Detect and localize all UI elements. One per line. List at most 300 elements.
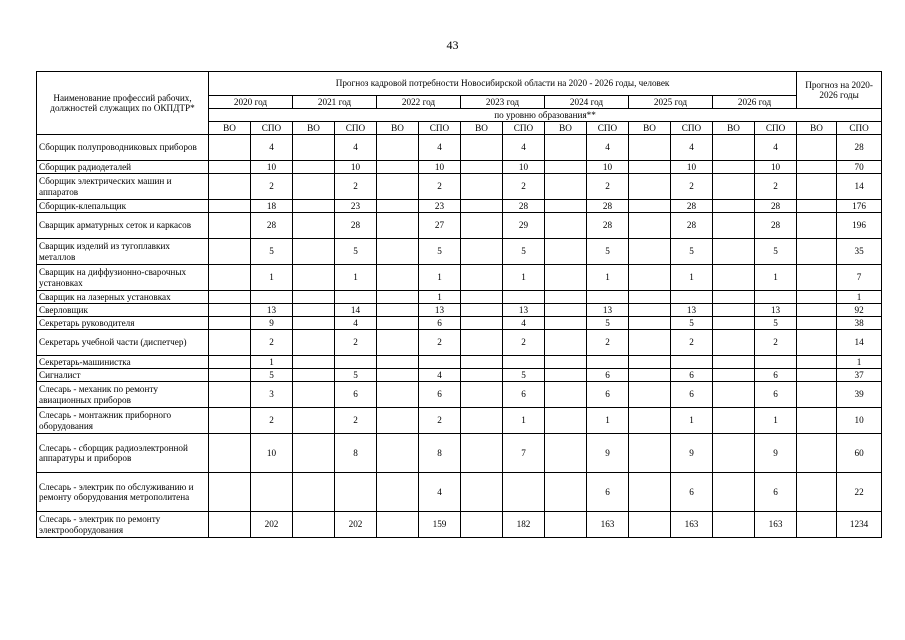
value-cell: 2	[419, 330, 461, 356]
value-cell	[545, 512, 587, 538]
value-cell: 2	[587, 174, 629, 200]
value-cell	[713, 135, 755, 161]
value-cell: 10	[335, 161, 377, 174]
value-cell	[629, 291, 671, 304]
value-cell: 4	[335, 317, 377, 330]
spo-column-header: СПО	[587, 122, 629, 135]
value-cell	[629, 135, 671, 161]
value-cell: 60	[837, 434, 882, 473]
value-cell	[797, 512, 837, 538]
value-cell: 6	[755, 369, 797, 382]
value-cell	[293, 161, 335, 174]
value-cell	[209, 473, 251, 512]
value-cell: 4	[419, 135, 461, 161]
value-cell	[503, 473, 545, 512]
value-cell	[461, 434, 503, 473]
value-cell	[587, 291, 629, 304]
value-cell	[545, 382, 587, 408]
value-cell	[797, 135, 837, 161]
table-row	[37, 135, 882, 161]
value-cell	[629, 512, 671, 538]
value-cell: 14	[837, 330, 882, 356]
value-cell	[293, 434, 335, 473]
year-header: 2021 год	[293, 96, 377, 109]
value-cell	[545, 356, 587, 369]
value-cell	[293, 317, 335, 330]
value-cell	[461, 369, 503, 382]
value-cell: 13	[755, 304, 797, 317]
value-cell: 28	[671, 200, 713, 213]
value-cell: 4	[419, 369, 461, 382]
value-cell	[797, 369, 837, 382]
vo-column-header: ВО	[461, 122, 503, 135]
value-cell: 6	[755, 473, 797, 512]
value-cell	[377, 512, 419, 538]
value-cell	[377, 265, 419, 291]
value-cell	[545, 408, 587, 434]
value-cell: 6	[419, 382, 461, 408]
profession-name-cell: Сигналист	[37, 369, 209, 382]
value-cell	[545, 265, 587, 291]
value-cell	[209, 239, 251, 265]
value-cell: 28	[671, 213, 713, 239]
spo-column-header: СПО	[755, 122, 797, 135]
value-cell: 4	[503, 135, 545, 161]
table-row	[37, 434, 882, 473]
value-cell	[209, 304, 251, 317]
value-cell	[377, 317, 419, 330]
value-cell	[629, 356, 671, 369]
value-cell: 5	[503, 239, 545, 265]
value-cell	[461, 473, 503, 512]
value-cell	[461, 174, 503, 200]
value-cell: 1	[755, 408, 797, 434]
value-cell	[503, 356, 545, 369]
value-cell	[293, 135, 335, 161]
value-cell: 9	[251, 317, 293, 330]
value-cell: 2	[503, 174, 545, 200]
value-cell	[797, 265, 837, 291]
value-cell	[461, 512, 503, 538]
value-cell: 18	[251, 200, 293, 213]
value-cell: 5	[587, 239, 629, 265]
value-cell: 4	[587, 135, 629, 161]
value-cell	[293, 356, 335, 369]
value-cell	[713, 200, 755, 213]
value-cell: 8	[335, 434, 377, 473]
profession-name-cell: Сварщик на диффузионно-сварочных установках	[37, 265, 209, 291]
vo-column-header: ВО	[545, 122, 587, 135]
value-cell: 13	[587, 304, 629, 317]
value-cell	[461, 135, 503, 161]
value-cell	[545, 434, 587, 473]
value-cell	[335, 356, 377, 369]
value-cell: 2	[671, 330, 713, 356]
value-cell	[629, 473, 671, 512]
value-cell	[209, 330, 251, 356]
vo-column-header: ВО	[209, 122, 251, 135]
value-cell	[713, 408, 755, 434]
value-cell	[713, 473, 755, 512]
value-cell: 159	[419, 512, 461, 538]
value-cell: 1	[419, 291, 461, 304]
profession-name-cell: Слесарь - сборщик радиоэлектронной аппаратуры и приборов	[37, 434, 209, 473]
value-cell	[797, 408, 837, 434]
value-cell	[671, 291, 713, 304]
value-cell: 6	[671, 473, 713, 512]
value-cell	[797, 291, 837, 304]
value-cell	[545, 135, 587, 161]
value-cell: 23	[419, 200, 461, 213]
value-cell: 5	[335, 369, 377, 382]
vo-column-header: ВО	[629, 122, 671, 135]
value-cell: 9	[671, 434, 713, 473]
value-cell: 39	[837, 382, 882, 408]
value-cell: 1	[419, 265, 461, 291]
value-cell: 5	[335, 239, 377, 265]
value-cell	[251, 473, 293, 512]
profession-name-cell: Слесарь - механик по ремонту авиационных приборов	[37, 382, 209, 408]
value-cell	[797, 434, 837, 473]
value-cell	[713, 330, 755, 356]
value-cell	[797, 473, 837, 512]
value-cell	[545, 304, 587, 317]
value-cell: 14	[335, 304, 377, 317]
value-cell: 13	[419, 304, 461, 317]
value-cell	[461, 408, 503, 434]
value-cell: 13	[251, 304, 293, 317]
value-cell: 10	[419, 161, 461, 174]
value-cell: 6	[755, 382, 797, 408]
value-cell: 2	[251, 174, 293, 200]
value-cell	[629, 265, 671, 291]
table-row	[37, 369, 882, 382]
profession-name-cell: Сверловщик	[37, 304, 209, 317]
value-cell: 4	[419, 473, 461, 512]
value-cell	[293, 304, 335, 317]
value-cell: 2	[419, 174, 461, 200]
value-cell: 2	[671, 174, 713, 200]
value-cell	[293, 512, 335, 538]
value-cell: 5	[251, 369, 293, 382]
year-header: 2024 год	[545, 96, 629, 109]
forecast-total-header: Прогноз на 2020-2026 годы	[797, 72, 882, 109]
value-cell	[209, 369, 251, 382]
vo-column-header: ВО	[713, 122, 755, 135]
value-cell: 6	[335, 382, 377, 408]
vo-column-header: ВО	[293, 122, 335, 135]
value-cell: 22	[837, 473, 882, 512]
spo-column-header: СПО	[419, 122, 461, 135]
value-cell: 9	[755, 434, 797, 473]
profession-name-cell: Сварщик на лазерных установках	[37, 291, 209, 304]
value-cell	[545, 291, 587, 304]
value-cell: 23	[335, 200, 377, 213]
value-cell: 1	[837, 291, 882, 304]
value-cell: 28	[587, 200, 629, 213]
spo-column-header: СПО	[251, 122, 293, 135]
value-cell	[629, 382, 671, 408]
value-cell: 2	[251, 408, 293, 434]
value-cell: 5	[503, 369, 545, 382]
value-cell: 6	[503, 382, 545, 408]
value-cell	[629, 200, 671, 213]
value-cell	[461, 304, 503, 317]
value-cell	[209, 317, 251, 330]
table-row	[37, 291, 882, 304]
value-cell: 5	[587, 317, 629, 330]
value-cell: 202	[251, 512, 293, 538]
profession-name-header: Наименование профессий рабочих, должностей служащих по ОКПДТР*	[37, 72, 209, 135]
profession-name-cell: Сборщик-клепальщик	[37, 200, 209, 213]
table-row	[37, 239, 882, 265]
value-cell	[251, 291, 293, 304]
spo-column-header: СПО	[335, 122, 377, 135]
value-cell: 27	[419, 213, 461, 239]
value-cell	[797, 356, 837, 369]
value-cell	[629, 304, 671, 317]
value-cell	[377, 304, 419, 317]
value-cell	[209, 434, 251, 473]
value-cell	[293, 369, 335, 382]
forecast-table	[36, 71, 882, 538]
value-cell	[629, 213, 671, 239]
profession-name-cell: Сборщик полупроводниковых приборов	[37, 135, 209, 161]
year-header: 2026 год	[713, 96, 797, 109]
value-cell	[461, 382, 503, 408]
value-cell: 196	[837, 213, 882, 239]
value-cell: 163	[671, 512, 713, 538]
value-cell	[419, 356, 461, 369]
value-cell	[377, 291, 419, 304]
value-cell	[209, 356, 251, 369]
value-cell	[377, 135, 419, 161]
value-cell	[713, 161, 755, 174]
value-cell: 1	[587, 408, 629, 434]
vo-column-header: ВО	[377, 122, 419, 135]
value-cell	[209, 174, 251, 200]
value-cell: 2	[251, 330, 293, 356]
value-cell	[713, 369, 755, 382]
value-cell	[713, 291, 755, 304]
value-cell: 28	[503, 200, 545, 213]
spo-column-header: СПО	[503, 122, 545, 135]
value-cell	[629, 408, 671, 434]
profession-name-cell: Слесарь - электрик по обслуживанию и ремонту оборудования метрополитена	[37, 473, 209, 512]
value-cell	[713, 265, 755, 291]
table-row	[37, 317, 882, 330]
value-cell: 4	[755, 135, 797, 161]
value-cell: 202	[335, 512, 377, 538]
value-cell	[461, 239, 503, 265]
table-row	[37, 161, 882, 174]
value-cell	[797, 382, 837, 408]
value-cell	[713, 382, 755, 408]
value-cell: 2	[335, 174, 377, 200]
value-cell	[545, 213, 587, 239]
value-cell	[545, 330, 587, 356]
value-cell: 6	[587, 473, 629, 512]
value-cell	[293, 291, 335, 304]
value-cell	[629, 369, 671, 382]
value-cell	[797, 161, 837, 174]
value-cell	[797, 213, 837, 239]
value-cell: 5	[755, 239, 797, 265]
value-cell: 2	[755, 174, 797, 200]
value-cell	[209, 265, 251, 291]
value-cell	[755, 356, 797, 369]
value-cell	[293, 330, 335, 356]
value-cell: 70	[837, 161, 882, 174]
value-cell: 5	[419, 239, 461, 265]
value-cell	[461, 291, 503, 304]
value-cell: 92	[837, 304, 882, 317]
profession-name-cell: Секретарь учебной части (диспетчер)	[37, 330, 209, 356]
value-cell: 29	[503, 213, 545, 239]
value-cell	[461, 356, 503, 369]
table-row	[37, 174, 882, 200]
value-cell: 7	[837, 265, 882, 291]
value-cell: 8	[419, 434, 461, 473]
value-cell	[461, 161, 503, 174]
page-number: 43	[446, 38, 459, 52]
value-cell: 28	[587, 213, 629, 239]
table-row	[37, 213, 882, 239]
value-cell	[293, 473, 335, 512]
value-cell: 38	[837, 317, 882, 330]
value-cell	[713, 304, 755, 317]
value-cell: 2	[335, 330, 377, 356]
value-cell	[293, 200, 335, 213]
value-cell	[335, 291, 377, 304]
value-cell	[545, 239, 587, 265]
value-cell: 1	[587, 265, 629, 291]
table-row	[37, 200, 882, 213]
value-cell: 2	[587, 330, 629, 356]
value-cell	[713, 174, 755, 200]
value-cell	[377, 213, 419, 239]
value-cell	[377, 330, 419, 356]
value-cell	[629, 161, 671, 174]
value-cell	[629, 239, 671, 265]
value-cell: 35	[837, 239, 882, 265]
value-cell: 6	[419, 317, 461, 330]
vo-column-header: ВО	[797, 122, 837, 135]
table-row	[37, 304, 882, 317]
value-cell: 28	[755, 213, 797, 239]
value-cell	[797, 304, 837, 317]
value-cell: 1234	[837, 512, 882, 538]
value-cell: 10	[837, 408, 882, 434]
value-cell: 7	[503, 434, 545, 473]
value-cell	[545, 473, 587, 512]
value-cell: 37	[837, 369, 882, 382]
value-cell	[629, 317, 671, 330]
value-cell	[377, 369, 419, 382]
profession-name-cell: Сварщик арматурных сеток и каркасов	[37, 213, 209, 239]
value-cell	[293, 174, 335, 200]
table-row	[37, 382, 882, 408]
year-header: 2022 год	[377, 96, 461, 109]
value-cell	[797, 174, 837, 200]
value-cell: 5	[251, 239, 293, 265]
value-cell	[293, 382, 335, 408]
education-level-header: по уровню образования**	[209, 109, 882, 122]
value-cell: 2	[503, 330, 545, 356]
table-row	[37, 408, 882, 434]
value-cell: 163	[755, 512, 797, 538]
year-header: 2020 год	[209, 96, 293, 109]
value-cell: 28	[755, 200, 797, 213]
value-cell	[797, 239, 837, 265]
value-cell: 28	[837, 135, 882, 161]
value-cell	[629, 434, 671, 473]
value-cell: 10	[503, 161, 545, 174]
value-cell	[209, 200, 251, 213]
value-cell	[293, 239, 335, 265]
value-cell: 1	[335, 265, 377, 291]
year-header: 2023 год	[461, 96, 545, 109]
value-cell: 4	[503, 317, 545, 330]
spo-column-header: СПО	[671, 122, 713, 135]
value-cell	[713, 239, 755, 265]
value-cell: 13	[503, 304, 545, 317]
value-cell	[545, 161, 587, 174]
value-cell	[587, 356, 629, 369]
table-row	[37, 473, 882, 512]
table-row	[37, 265, 882, 291]
value-cell	[209, 408, 251, 434]
value-cell: 2	[335, 408, 377, 434]
value-cell	[797, 317, 837, 330]
value-cell: 28	[251, 213, 293, 239]
value-cell: 4	[335, 135, 377, 161]
value-cell: 9	[587, 434, 629, 473]
value-cell: 5	[671, 239, 713, 265]
value-cell	[377, 473, 419, 512]
value-cell: 1	[837, 356, 882, 369]
value-cell: 10	[671, 161, 713, 174]
value-cell	[671, 356, 713, 369]
value-cell	[713, 317, 755, 330]
value-cell	[209, 382, 251, 408]
value-cell: 4	[671, 135, 713, 161]
value-cell: 1	[755, 265, 797, 291]
value-cell	[797, 330, 837, 356]
value-cell	[755, 291, 797, 304]
value-cell	[713, 434, 755, 473]
profession-name-cell: Сварщик изделий из тугоплавких металлов	[37, 239, 209, 265]
value-cell	[293, 265, 335, 291]
value-cell	[209, 213, 251, 239]
value-cell: 1	[251, 265, 293, 291]
table-row	[37, 330, 882, 356]
profession-name-cell: Сборщик радиодеталей	[37, 161, 209, 174]
value-cell: 5	[755, 317, 797, 330]
value-cell	[335, 473, 377, 512]
spo-column-header: СПО	[837, 122, 882, 135]
value-cell: 10	[251, 161, 293, 174]
value-cell	[377, 161, 419, 174]
value-cell	[797, 200, 837, 213]
value-cell: 182	[503, 512, 545, 538]
value-cell: 10	[587, 161, 629, 174]
forecast-main-header: Прогноз кадровой потребности Новосибирской области на 2020 - 2026 годы, человек	[209, 72, 797, 96]
value-cell	[545, 317, 587, 330]
profession-name-cell: Слесарь - монтажник приборного оборудования	[37, 408, 209, 434]
value-cell	[461, 213, 503, 239]
value-cell: 6	[671, 382, 713, 408]
